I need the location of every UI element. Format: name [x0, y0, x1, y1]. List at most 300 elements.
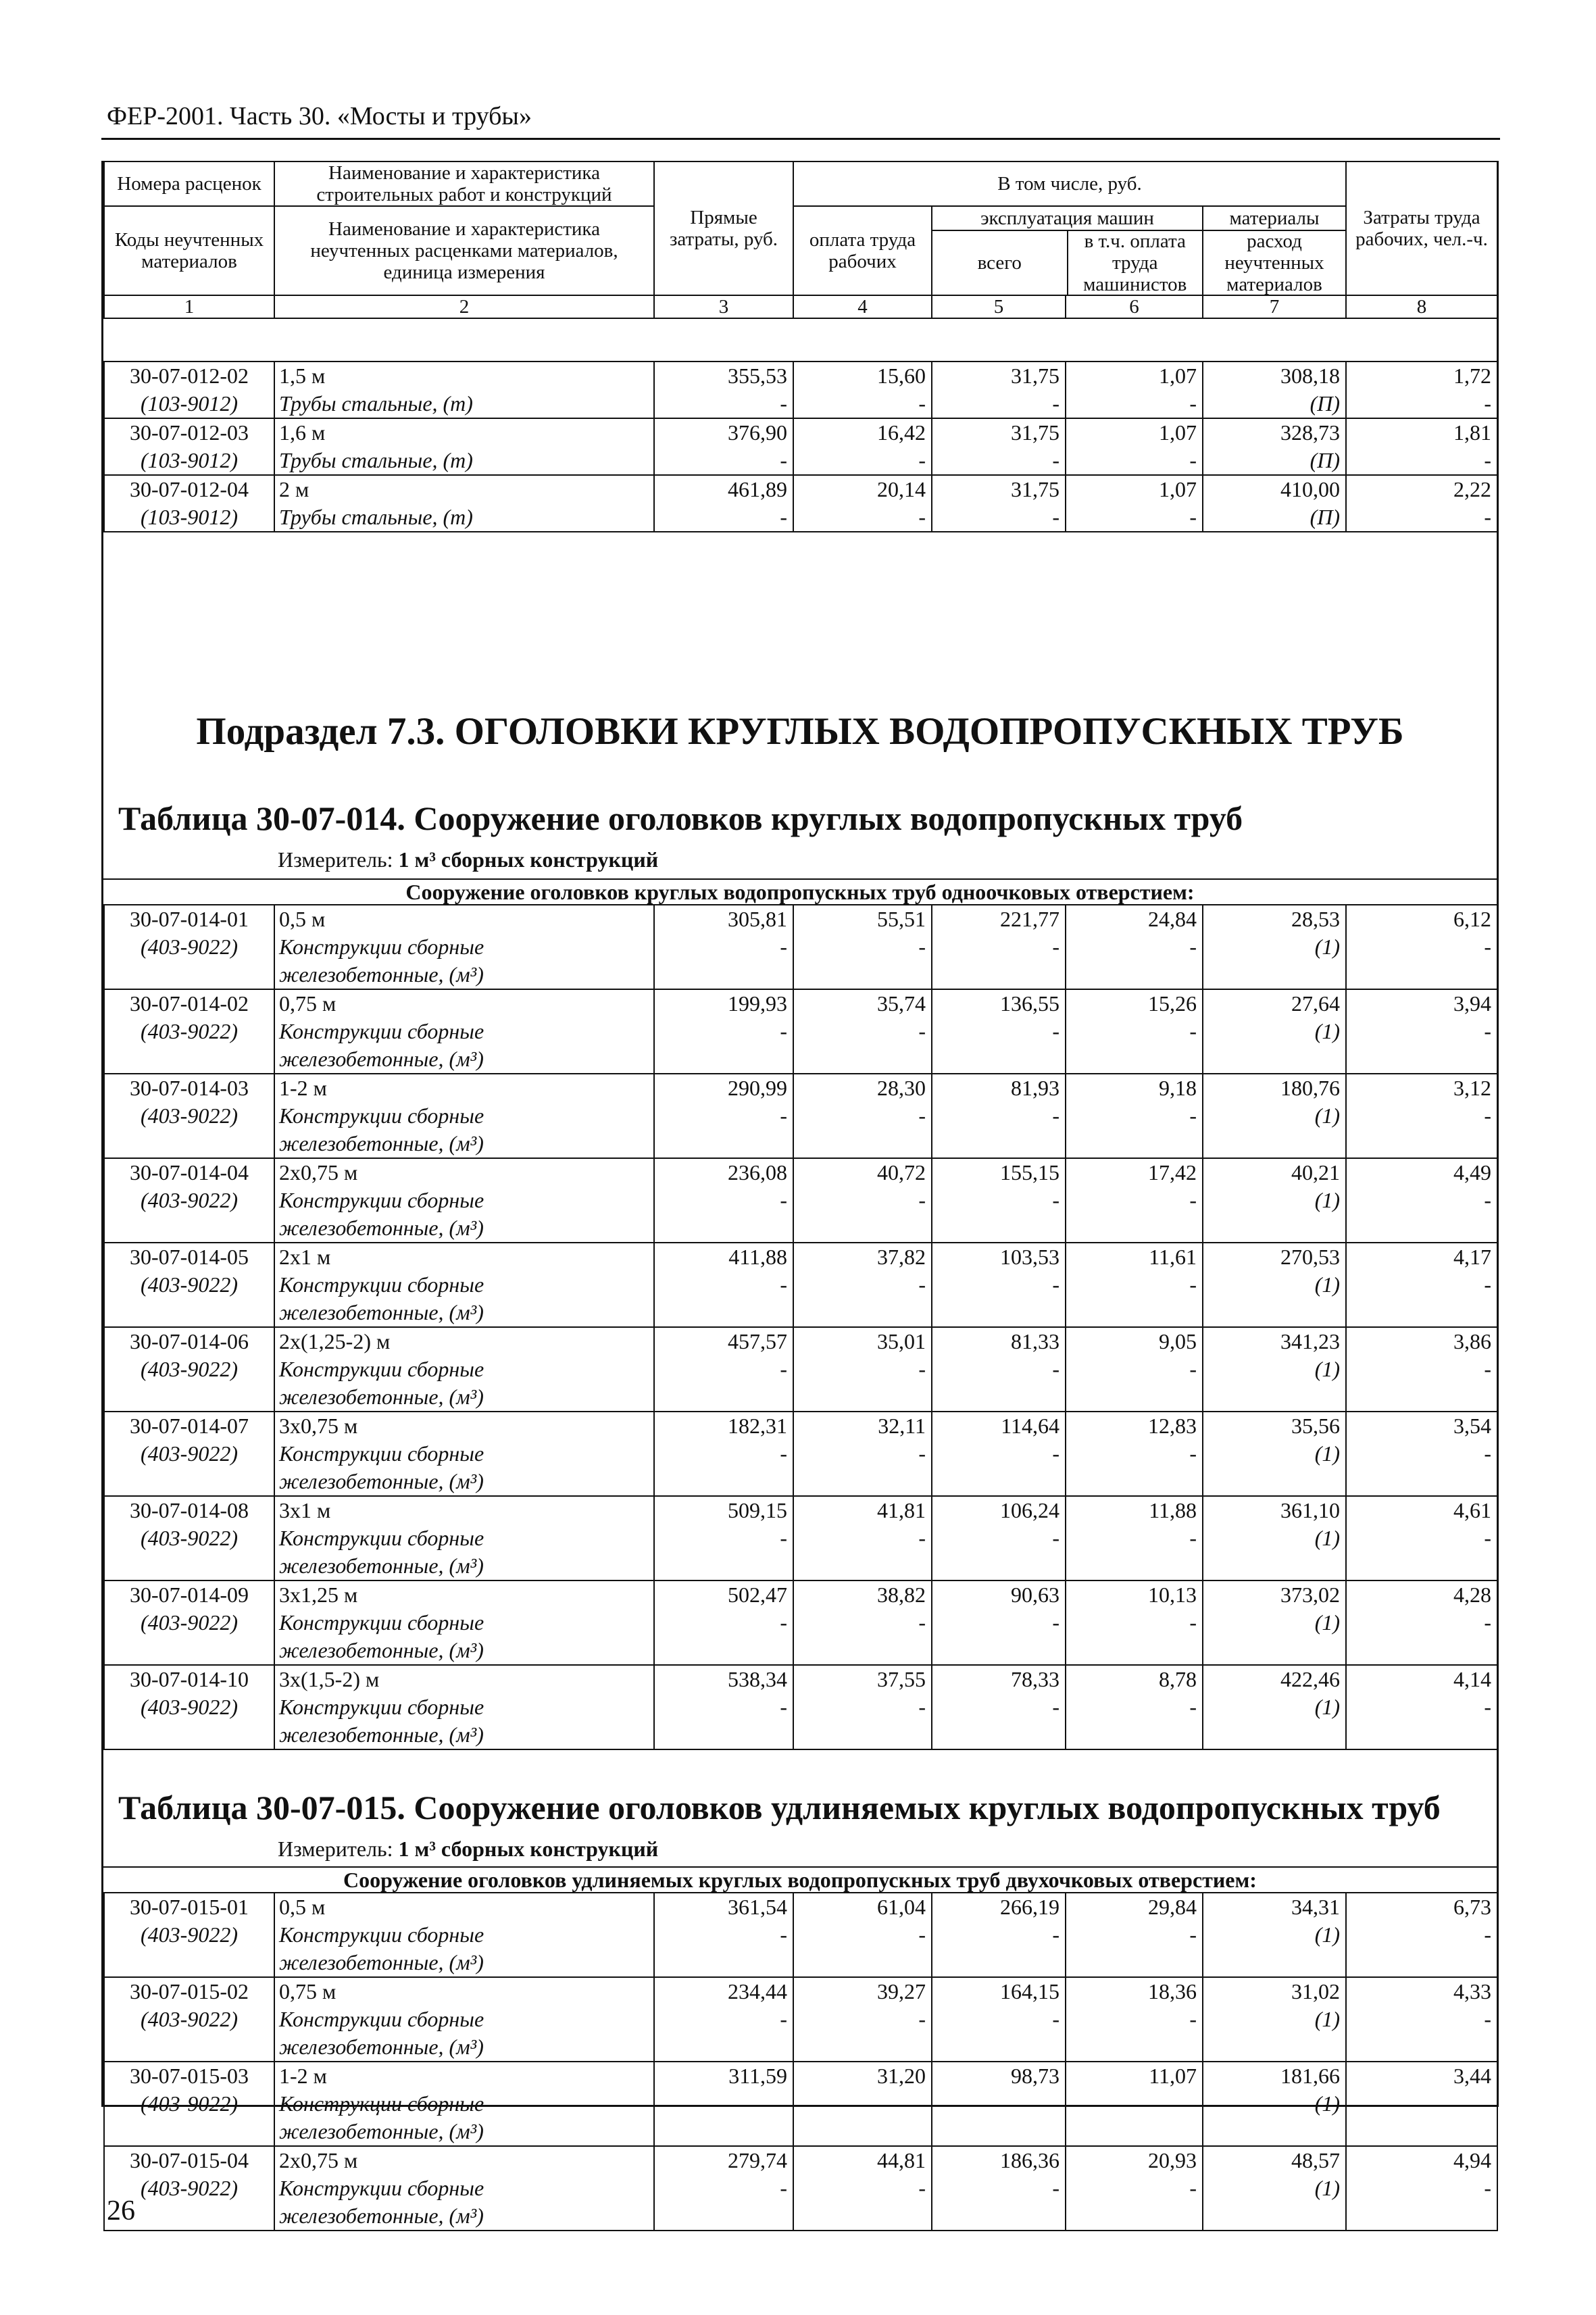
page-number: 26 [107, 2195, 135, 2226]
work-name-cell [274, 475, 654, 532]
direct-cost-cell [654, 989, 793, 1074]
labor-cell [1346, 1893, 1497, 1977]
direct-cost-cell-line: 361,54 [728, 1895, 787, 1919]
col-number: 7 [1203, 295, 1346, 318]
table-015-title: Таблица 30-07-015. Сооружение оголовков удлиняемых круглых водопропускных труб [118, 1789, 1441, 1826]
labor-cell-line: - [1484, 2091, 1491, 2116]
direct-cost-cell-line: - [780, 1188, 787, 1212]
work-name-cell [274, 418, 654, 475]
machines-cell-line: - [1052, 2091, 1059, 2116]
machines-cell-line: - [1052, 1922, 1059, 1947]
rate-code-cell [104, 989, 274, 1074]
work-name-cell [274, 1580, 654, 1665]
rate-code-cell-line: 30-07-012-03 [130, 420, 249, 445]
materials-cell [1203, 1977, 1346, 2062]
operators-cell-line: - [1189, 1695, 1197, 1719]
wage-cell [793, 989, 932, 1074]
table-pipes [103, 361, 1498, 532]
labor-cell [1346, 1074, 1497, 1158]
table-row [104, 989, 1497, 1074]
labor-cell-line: 3,54 [1453, 1414, 1491, 1438]
col2-header-bottom: Наименование и характеристика неучтенных расценками материалов, единица измерения [274, 206, 654, 295]
machines-cell-line: 31,75 [1011, 420, 1059, 445]
machines-cell-line: 221,77 [1000, 907, 1059, 931]
labor-cell-line: - [1484, 2007, 1491, 2031]
labor-cell [1346, 1243, 1497, 1327]
wage-cell-line: - [918, 1922, 926, 1947]
rate-code-cell [104, 1327, 274, 1412]
machines-cell-line: - [1052, 505, 1059, 529]
machines-cell [932, 1412, 1066, 1496]
rate-code-cell-line: 30-07-014-09 [130, 1583, 249, 1607]
rate-code-cell-line: 30-07-014-01 [130, 907, 249, 931]
col1-header-bottom: Коды неучтенных материалов [104, 206, 274, 295]
materials-cell [1203, 418, 1346, 475]
rate-code-cell [104, 905, 274, 989]
direct-cost-cell-line: - [780, 1357, 787, 1381]
table-row [104, 1412, 1497, 1496]
rate-code-cell-line: (403-9022) [141, 935, 238, 959]
work-name-cell-line: Конструкции сборные [279, 1922, 484, 1947]
work-name-cell-line: 2х(1,25-2) м [279, 1329, 391, 1353]
materials-cell-line: (1) [1314, 1272, 1340, 1297]
materials-cell [1203, 1412, 1346, 1496]
machines-cell [932, 1158, 1066, 1243]
labor-cell [1346, 2062, 1497, 2146]
table-row [104, 1074, 1497, 1158]
rate-code-cell-line: (403-9022) [141, 1357, 238, 1381]
rate-code-cell-line: 30-07-012-04 [130, 477, 249, 501]
direct-cost-cell [654, 1665, 793, 1749]
operators-cell-line: - [1189, 1526, 1197, 1550]
table-015-unit [278, 1837, 658, 1862]
wage-cell-line: - [918, 1441, 926, 1466]
subsection-title: Подраздел 7.3. ОГОЛОВКИ КРУГЛЫХ ВОДОПРОПУСКНЫХ ТРУБ [196, 710, 1404, 753]
labor-cell-line: 2,22 [1453, 477, 1491, 501]
col-number: 8 [1346, 295, 1497, 318]
machines-cell-line: 81,33 [1011, 1329, 1059, 1353]
machines-header-group [932, 206, 1203, 295]
direct-cost-cell-line: 502,47 [728, 1583, 787, 1607]
materials-cell [1203, 1893, 1346, 1977]
machines-cell-line: 98,73 [1011, 2064, 1059, 2088]
work-name-cell [274, 905, 654, 989]
wage-cell-line: 39,27 [877, 1979, 926, 2003]
operators-cell-line: 1,07 [1159, 477, 1197, 501]
table-row [104, 1243, 1497, 1327]
direct-cost-cell-line: 279,74 [728, 2148, 787, 2172]
work-name-cell-line: Конструкции сборные [279, 2176, 484, 2200]
labor-cell-line: - [1484, 1526, 1491, 1550]
direct-cost-cell-line: 305,81 [728, 907, 787, 931]
labor-cell-line: - [1484, 1695, 1491, 1719]
direct-cost-cell [654, 1580, 793, 1665]
operators-cell-line: - [1189, 1922, 1197, 1947]
work-name-cell-line: Конструкции сборные [279, 1019, 484, 1043]
operators-cell [1066, 1074, 1203, 1158]
work-name-cell-line: железобетонные, (м³) [279, 1950, 484, 1974]
operators-cell-line: - [1189, 935, 1197, 959]
col-number: 5 [932, 295, 1066, 318]
rate-code-cell-line: (403-9022) [141, 1103, 238, 1128]
materials-cell-line: (1) [1314, 2091, 1340, 2116]
direct-cost-cell [654, 1977, 793, 2062]
work-name-cell-line: 1,6 м [279, 420, 326, 445]
machines-cell-line: 164,15 [1000, 1979, 1059, 2003]
machines-cell [932, 1496, 1066, 1580]
operators-cell [1066, 1158, 1203, 1243]
wage-cell-line: - [918, 935, 926, 959]
materials-cell [1203, 1074, 1346, 1158]
materials-header: материалы [1203, 207, 1345, 231]
wage-cell [793, 2146, 932, 2231]
work-name-cell [274, 1158, 654, 1243]
operators-cell [1066, 1327, 1203, 1412]
machines-cell-line: - [1052, 1441, 1059, 1466]
table-row [104, 1158, 1497, 1243]
table-row [104, 475, 1497, 532]
work-name-cell-line: железобетонные, (м³) [279, 2035, 484, 2059]
wage-cell-line: - [918, 1103, 926, 1128]
wage-cell-line: - [918, 1695, 926, 1719]
direct-cost-cell-line: - [780, 1526, 787, 1550]
work-name-cell-line: 1,5 м [279, 364, 326, 388]
wage-cell-line: 28,30 [877, 1076, 926, 1100]
unit-value: 1 м³ сборных конструкций [398, 847, 659, 872]
operators-cell-line: - [1189, 1357, 1197, 1381]
operators-cell-line: - [1189, 1441, 1197, 1466]
table-row [104, 1893, 1497, 1977]
materials-cell-line: 31,02 [1291, 1979, 1340, 2003]
materials-cell-line: 180,76 [1280, 1076, 1340, 1100]
wage-cell-line: - [918, 1019, 926, 1043]
labor-cell-line: - [1484, 448, 1491, 472]
work-name-cell-line: железобетонные, (м³) [279, 1638, 484, 1662]
wage-cell-line: - [918, 2007, 926, 2031]
work-name-cell-line: Конструкции сборные [279, 1357, 484, 1381]
work-name-cell-line: железобетонные, (м³) [279, 962, 484, 987]
wage-cell-line: 31,20 [877, 2064, 926, 2088]
direct-cost-cell-line: - [780, 1441, 787, 1466]
work-name-cell-line: железобетонные, (м³) [279, 2119, 484, 2143]
machines-cell [932, 905, 1066, 989]
wage-cell [793, 1412, 932, 1496]
page-frame [101, 161, 1499, 2228]
machines-cell [932, 418, 1066, 475]
operators-cell [1066, 1580, 1203, 1665]
col8-header: Затраты труда рабочих, чел.-ч. [1346, 161, 1497, 295]
rate-code-cell-line: 30-07-014-02 [130, 991, 249, 1016]
work-name-cell-line: 0,75 м [279, 1979, 336, 2003]
work-name-cell-line: Конструкции сборные [279, 1695, 484, 1719]
col3-header: Прямые затраты, руб. [654, 161, 793, 295]
rate-code-cell [104, 1665, 274, 1749]
rate-code-cell-line: (403-9022) [141, 1272, 238, 1297]
labor-cell-line: 3,44 [1453, 2064, 1491, 2088]
operators-cell-line: 20,93 [1148, 2148, 1197, 2172]
labor-cell-line: 4,17 [1453, 1245, 1491, 1269]
direct-cost-cell [654, 1158, 793, 1243]
wage-cell-line: 16,42 [877, 420, 926, 445]
direct-cost-cell-line: - [780, 1019, 787, 1043]
work-name-cell-line: 0,5 м [279, 907, 326, 931]
rate-code-cell [104, 1580, 274, 1665]
machines-cell-line: 136,55 [1000, 991, 1059, 1016]
work-name-cell-line: Конструкции сборные [279, 1610, 484, 1635]
operators-cell [1066, 905, 1203, 989]
rate-code-cell-line: (403-9022) [141, 1441, 238, 1466]
work-name-cell-line: Конструкции сборные [279, 2091, 484, 2116]
machines-cell [932, 2062, 1066, 2146]
direct-cost-cell [654, 1243, 793, 1327]
materials-cell [1203, 1580, 1346, 1665]
materials-cell [1203, 1665, 1346, 1749]
direct-cost-cell [654, 475, 793, 532]
labor-cell-line: - [1484, 1441, 1491, 1466]
work-name-cell-line: Конструкции сборные [279, 1188, 484, 1212]
labor-cell-line: - [1484, 2176, 1491, 2200]
labor-cell [1346, 1327, 1497, 1412]
column-header-table [103, 161, 1498, 319]
operators-cell [1066, 1496, 1203, 1580]
direct-cost-cell-line: 376,90 [728, 420, 787, 445]
direct-cost-cell-line: - [780, 935, 787, 959]
labor-cell-line: 4,49 [1453, 1160, 1491, 1185]
machines-cell-line: 266,19 [1000, 1895, 1059, 1919]
operators-cell-line: 8,78 [1159, 1667, 1197, 1691]
materials-cell-line: 34,31 [1291, 1895, 1340, 1919]
labor-cell-line: 4,14 [1453, 1667, 1491, 1691]
col5-header: всего [932, 231, 1068, 295]
work-name-cell-line: железобетонные, (м³) [279, 1469, 484, 1493]
work-name-cell-line: железобетонные, (м³) [279, 1553, 484, 1578]
labor-cell-line: 4,94 [1453, 2148, 1491, 2172]
work-name-cell-line: 3х1,25 м [279, 1583, 358, 1607]
col-number: 3 [654, 295, 793, 318]
rate-code-cell-line: (403-9022) [141, 1922, 238, 1947]
work-name-cell-line: 0,5 м [279, 1895, 326, 1919]
rate-code-cell-line: 30-07-014-10 [130, 1667, 249, 1691]
labor-cell-line: 4,28 [1453, 1583, 1491, 1607]
work-name-cell-line: Конструкции сборные [279, 1526, 484, 1550]
work-name-cell-line: 2х0,75 м [279, 1160, 358, 1185]
wage-cell [793, 362, 932, 418]
col-number: 2 [274, 295, 654, 318]
table-row [104, 1977, 1497, 2062]
table-row [104, 418, 1497, 475]
rate-code-cell-line: 30-07-015-02 [130, 1979, 249, 2003]
work-name-cell-line: железобетонные, (м³) [279, 1722, 484, 1747]
operators-cell-line: 12,83 [1148, 1414, 1197, 1438]
direct-cost-cell-line: 311,59 [728, 2064, 787, 2088]
materials-cell-line: 28,53 [1291, 907, 1340, 931]
table-row [104, 362, 1497, 418]
wage-cell-line: 32,11 [878, 1414, 926, 1438]
materials-cell-line: 341,23 [1280, 1329, 1340, 1353]
machines-cell-line: - [1052, 448, 1059, 472]
column-number-row [104, 295, 1497, 318]
machines-cell [932, 1580, 1066, 1665]
operators-cell [1066, 1412, 1203, 1496]
machines-cell-line: 81,93 [1011, 1076, 1059, 1100]
work-name-cell-line: железобетонные, (м³) [279, 2204, 484, 2228]
rate-code-cell-line: (403-9022) [141, 1019, 238, 1043]
materials-cell-line: 328,73 [1280, 420, 1340, 445]
labor-cell [1346, 1496, 1497, 1580]
direct-cost-cell [654, 1074, 793, 1158]
wage-cell-line: - [918, 2176, 926, 2200]
work-name-cell-line: Конструкции сборные [279, 2007, 484, 2031]
table-row [104, 1580, 1497, 1665]
direct-cost-cell-line: 411,88 [728, 1245, 787, 1269]
work-name-cell-line: 2 м [279, 477, 309, 501]
table-row [104, 1665, 1497, 1749]
work-name-cell-line: 2х1 м [279, 1245, 331, 1269]
rate-code-cell-line: (103-9012) [141, 448, 238, 472]
materials-cell-line: 308,18 [1280, 364, 1340, 388]
direct-cost-cell [654, 1893, 793, 1977]
wage-cell-line: 61,04 [877, 1895, 926, 1919]
work-name-cell [274, 1893, 654, 1977]
col-number: 6 [1066, 295, 1203, 318]
operators-cell [1066, 1243, 1203, 1327]
wage-cell-line: 41,81 [877, 1498, 926, 1522]
wage-cell-line: 35,74 [877, 991, 926, 1016]
rate-code-cell-line: 30-07-014-03 [130, 1076, 249, 1100]
labor-cell [1346, 475, 1497, 532]
labor-cell-line: - [1484, 1357, 1491, 1381]
materials-cell [1203, 1496, 1346, 1580]
machines-cell [932, 362, 1066, 418]
direct-cost-cell [654, 362, 793, 418]
wage-cell-line: - [918, 1357, 926, 1381]
operators-cell [1066, 362, 1203, 418]
wage-cell-line: - [918, 391, 926, 416]
direct-cost-cell-line: 236,08 [728, 1160, 787, 1185]
rate-code-cell-line: 30-07-014-08 [130, 1498, 249, 1522]
materials-cell-line: 373,02 [1280, 1583, 1340, 1607]
wage-cell [793, 1158, 932, 1243]
operators-cell-line: 9,05 [1159, 1329, 1197, 1353]
work-name-cell [274, 1327, 654, 1412]
operators-cell [1066, 1893, 1203, 1977]
wage-cell-line: 38,82 [877, 1583, 926, 1607]
labor-cell-line: - [1484, 1019, 1491, 1043]
work-name-cell-line: железобетонные, (м³) [279, 1385, 484, 1409]
wage-cell [793, 1977, 932, 2062]
table-row [104, 1496, 1497, 1580]
rate-code-cell-line: (403-9022) [141, 2176, 238, 2200]
operators-cell-line: - [1189, 1103, 1197, 1128]
rate-code-cell [104, 1158, 274, 1243]
machines-cell-line: 114,64 [1001, 1414, 1059, 1438]
labor-cell-line: 3,86 [1453, 1329, 1491, 1353]
labor-cell-line: - [1484, 1272, 1491, 1297]
materials-cell-line: 181,66 [1280, 2064, 1340, 2088]
machines-cell-line: - [1052, 2176, 1059, 2200]
work-name-cell [274, 362, 654, 418]
wage-cell-line: 44,81 [877, 2148, 926, 2172]
direct-cost-cell [654, 2062, 793, 2146]
labor-cell-line: 6,73 [1453, 1895, 1491, 1919]
materials-cell-line: (1) [1314, 1922, 1340, 1947]
operators-cell [1066, 418, 1203, 475]
work-name-cell [274, 989, 654, 1074]
machines-cell-line: - [1052, 1357, 1059, 1381]
wage-cell-line: - [918, 1272, 926, 1297]
machines-cell-line: - [1052, 1103, 1059, 1128]
rate-code-cell [104, 1977, 274, 2062]
wage-cell-line: 15,60 [877, 364, 926, 388]
materials-cell-line: 361,10 [1280, 1498, 1340, 1522]
rate-code-cell-line: 30-07-015-04 [130, 2148, 249, 2172]
labor-cell-line: - [1484, 391, 1491, 416]
machines-cell-line: 186,36 [1000, 2148, 1059, 2172]
materials-cell-line: (1) [1314, 1526, 1340, 1550]
labor-cell-line: 4,33 [1453, 1979, 1491, 2003]
rate-code-cell [104, 1496, 274, 1580]
wage-cell-line: - [918, 448, 926, 472]
operators-cell-line: 11,61 [1149, 1245, 1197, 1269]
col6-header: в т.ч. оплата труда машинистов [1083, 230, 1187, 295]
machines-cell-line: - [1052, 935, 1059, 959]
work-name-cell-line: 1-2 м [279, 2064, 327, 2088]
rate-code-cell [104, 475, 274, 532]
operators-cell-line: 1,07 [1159, 420, 1197, 445]
wage-cell-line: 20,14 [877, 477, 926, 501]
operators-cell-line: 11,07 [1149, 2064, 1197, 2088]
materials-cell [1203, 362, 1346, 418]
materials-cell [1203, 1158, 1346, 1243]
labor-cell-line: 6,12 [1453, 907, 1491, 931]
machines-cell [932, 475, 1066, 532]
wage-cell-line: - [918, 1188, 926, 1212]
machines-cell-line: 106,24 [1000, 1498, 1059, 1522]
direct-cost-cell-line: - [780, 2091, 787, 2116]
labor-cell-line: 3,94 [1453, 991, 1491, 1016]
labor-cell-line: 1,72 [1453, 364, 1491, 388]
col4-header: оплата труда рабочих [793, 206, 932, 295]
operators-cell-line: 10,13 [1148, 1583, 1197, 1607]
operators-cell [1066, 475, 1203, 532]
direct-cost-cell [654, 2146, 793, 2231]
operators-cell [1066, 2062, 1203, 2146]
labor-cell-line: 3,12 [1453, 1076, 1491, 1100]
materials-cell-line: 35,56 [1291, 1414, 1340, 1438]
work-name-cell-line: железобетонные, (м³) [279, 1300, 484, 1324]
work-name-cell-line: 3х1 м [279, 1498, 331, 1522]
materials-cell-line: (1) [1314, 1188, 1340, 1212]
work-name-cell-line: Конструкции сборные [279, 1103, 484, 1128]
direct-cost-cell [654, 1327, 793, 1412]
direct-cost-cell-line: 182,31 [728, 1414, 787, 1438]
operators-cell-line: - [1189, 1610, 1197, 1635]
wage-cell-line: 40,72 [877, 1160, 926, 1185]
machines-cell [932, 1074, 1066, 1158]
direct-cost-cell-line: - [780, 1610, 787, 1635]
materials-cell-line: (1) [1314, 1610, 1340, 1635]
operators-cell-line: - [1189, 2176, 1197, 2200]
wage-cell-line: 35,01 [877, 1329, 926, 1353]
operators-cell-line: 24,84 [1148, 907, 1197, 931]
direct-cost-cell-line: - [780, 448, 787, 472]
wage-cell [793, 2062, 932, 2146]
operators-cell-line: 9,18 [1159, 1076, 1197, 1100]
materials-cell-line: (П) [1310, 391, 1340, 416]
labor-cell-line: - [1484, 935, 1491, 959]
wage-cell-line: - [918, 2091, 926, 2116]
wage-cell-line: - [918, 505, 926, 529]
